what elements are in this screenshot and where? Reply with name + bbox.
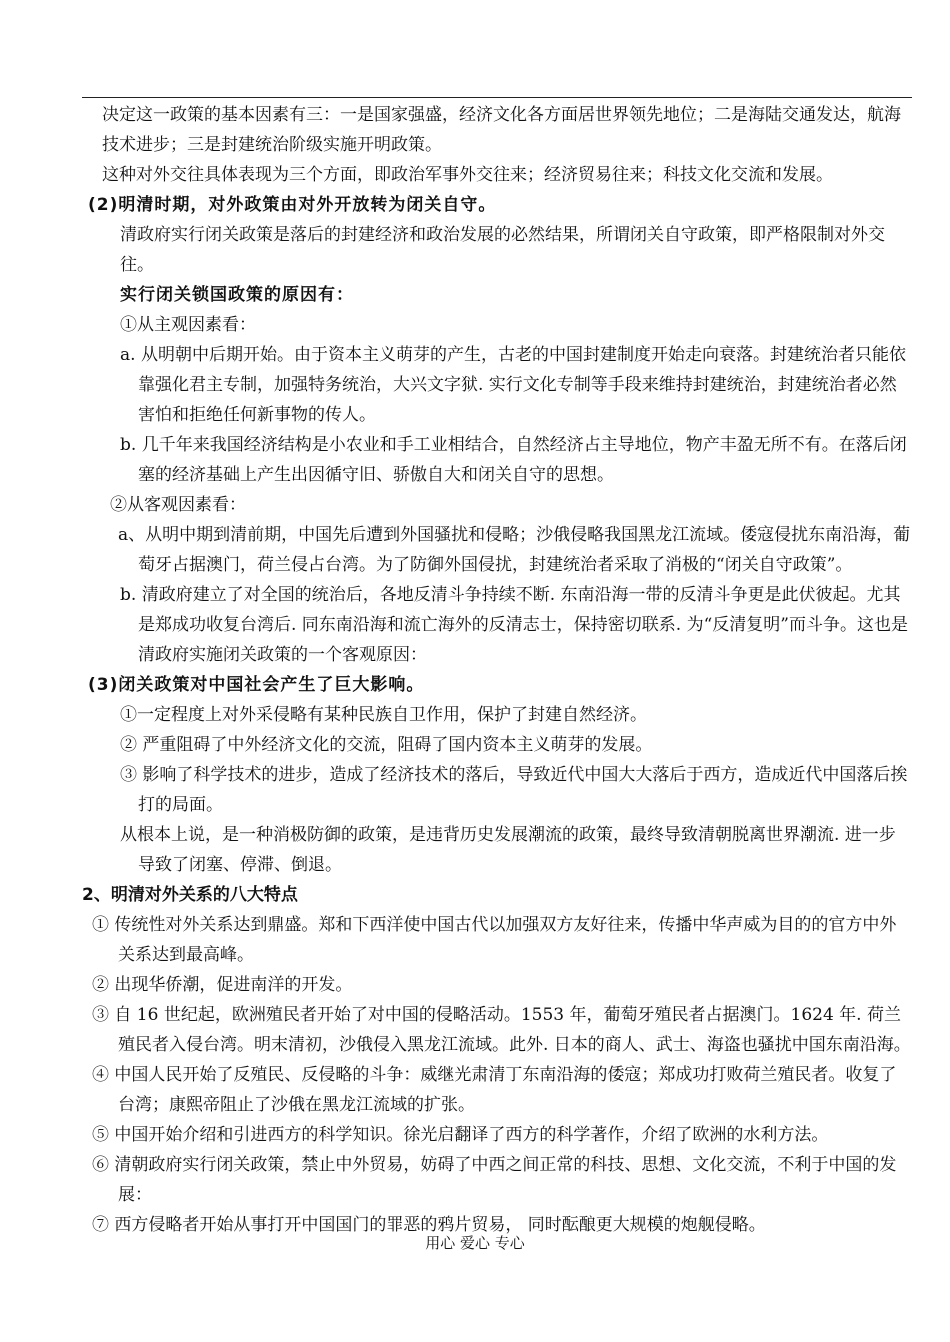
objective-reason-b: b. 清政府建立了对全国的统治后，各地反清斗争持续不断. 东南沿海一带的反清斗争更是此伏彼起。尤其是郑成功收复台湾后. 同东南沿海和流亡海外的反清志士，保持密切联系. 为“反清复明”而斗争。这也是清政府实施闭关政策的一个客观原因：	[120, 585, 908, 665]
objective-reason-a: a、从明中期到清前期，中国先后遭到外国骚扰和侵略；沙俄侵略我国黑龙江流域。倭寇侵扰东南沿海，葡萄牙占据澳门，荷兰侵占台湾。为了防御外国侵扰，封建统治者采取了消极的“闭关自守政策”。	[118, 525, 911, 575]
paragraph	[0, 490, 912, 520]
paragraph	[0, 160, 912, 190]
effect-3: ③ 影响了科学技术的进步，造成了经济技术的落后，导致近代中国大大落后于西方，造成近代中国落后挨打的局面。	[120, 765, 908, 815]
heading	[0, 280, 912, 310]
subjective-reason-a: a. 从明朝中后期开始。由于资本主义萌芽的产生，古老的中国封建制度开始走向衰落。封建统治者只能依靠强化君主专制，加强特务统治，大兴文字狱. 实行文化专制等手段来维持封建统治，封建统治者必然害怕和拒绝任何新事物的传人。	[120, 345, 906, 425]
document-body	[0, 100, 950, 1240]
effect-1: ①一定程度上对外采侵略有某种民族自卫作用，保护了封建自然经济。	[120, 705, 647, 725]
effect-summary: 从根本上说，是一种消极防御的政策，是违背历史发展潮流的政策，最终导致清朝脱离世界潮流. 进一步导致了闭塞、停滞、倒退。	[120, 825, 896, 875]
reasons-title: 实行闭关锁国政策的原因有：	[120, 285, 354, 305]
heading	[0, 670, 912, 700]
subjective-reason-b: b. 几千年来我国经济结构是小农业和手工业相结合，自然经济占主导地位，物产丰盈无所不有。在落后闭塞的经济基础上产生出因循守旧、骄傲自大和闭关自守的思想。	[120, 435, 907, 485]
list-item	[0, 700, 912, 730]
heading	[0, 190, 912, 220]
section-2-title: 2、明清对外关系的八大特点	[82, 885, 298, 905]
list-item	[0, 760, 912, 820]
feature-1: ① 传统性对外关系达到鼎盛。郑和下西洋使中国古代以加强双方友好往来，传播中华声威为目的的官方中外关系达到最高峰。	[92, 915, 897, 965]
list-item	[0, 580, 912, 670]
header-rule	[82, 97, 912, 98]
closed-door-definition: 清政府实行闭关政策是落后的封建经济和政治发展的必然结果，所谓闭关自守政策，即严格限制对外交往。	[120, 225, 885, 275]
section-heading-3: (3)闭关政策对中国社会产生了巨大影响。	[88, 675, 425, 695]
paragraph	[0, 220, 912, 280]
subjective-factors-title: ①从主观因素看：	[120, 315, 256, 335]
list-item	[0, 910, 912, 970]
list-item	[0, 520, 912, 580]
list-item	[0, 970, 912, 1000]
intro-paragraph-1: 决定这一政策的基本因素有三：一是国家强盛，经济文化各方面居世界领先地位；二是海陆交通发达，航海技术进步；三是封建统治阶级实施开明政策。	[102, 105, 901, 155]
effect-2: ② 严重阻碍了中外经济文化的交流，阻碍了国内资本主义萌芽的发展。	[120, 735, 653, 755]
list-item	[0, 1060, 912, 1120]
feature-6: ⑥ 清朝政府实行闭关政策，禁止中外贸易，妨碍了中西之间正常的科技、思想、文化交流，不利于中国的发展：	[92, 1155, 897, 1205]
list-item	[0, 1150, 912, 1210]
list-item	[0, 1120, 912, 1150]
feature-3: ③ 自 16 世纪起，欧洲殖民者开始了对中国的侵略活动。1553 年，葡萄牙殖民者占据澳门。1624 年. 荷兰殖民者入侵台湾。明末清初，沙俄侵入黑龙江流域。此外. 日本的商人、武士、海盗也骚扰中国东南沿海。	[92, 1005, 911, 1055]
feature-4: ④ 中国人民开始了反殖民、反侵略的斗争：威继光肃清丁东南沿海的倭寇；郑成功打败荷兰殖民者。收复了台湾；康熙帝阻止了沙俄在黑龙江流域的扩张。	[92, 1065, 897, 1115]
objective-factors-title: ②从客观因素看：	[110, 495, 246, 515]
heading	[0, 880, 912, 910]
list-item	[0, 1000, 912, 1060]
section-heading-2: (2)明清时期，对外政策由对外开放转为闭关自守。	[88, 195, 497, 215]
list-item	[0, 430, 912, 490]
list-item	[0, 340, 912, 430]
paragraph	[0, 100, 912, 160]
paragraph	[0, 820, 912, 880]
feature-7: ⑦ 西方侵略者开始从事打开中国国门的罪恶的鸦片贸易， 同时酝酿更大规模的炮舰侵略。	[92, 1215, 766, 1235]
page-footer: 用心 爱心 专心	[425, 1234, 525, 1252]
feature-5: ⑤ 中国开始介绍和引进西方的科学知识。徐光启翻译了西方的科学著作，介绍了欧洲的水利方法。	[92, 1125, 829, 1145]
paragraph	[0, 310, 912, 340]
feature-2: ② 出现华侨潮，促进南洋的开发。	[92, 975, 353, 995]
intro-paragraph-2: 这种对外交往具体表现为三个方面，即政治军事外交往来；经济贸易往来；科技文化交流和发展。	[102, 165, 833, 185]
list-item	[0, 730, 912, 760]
